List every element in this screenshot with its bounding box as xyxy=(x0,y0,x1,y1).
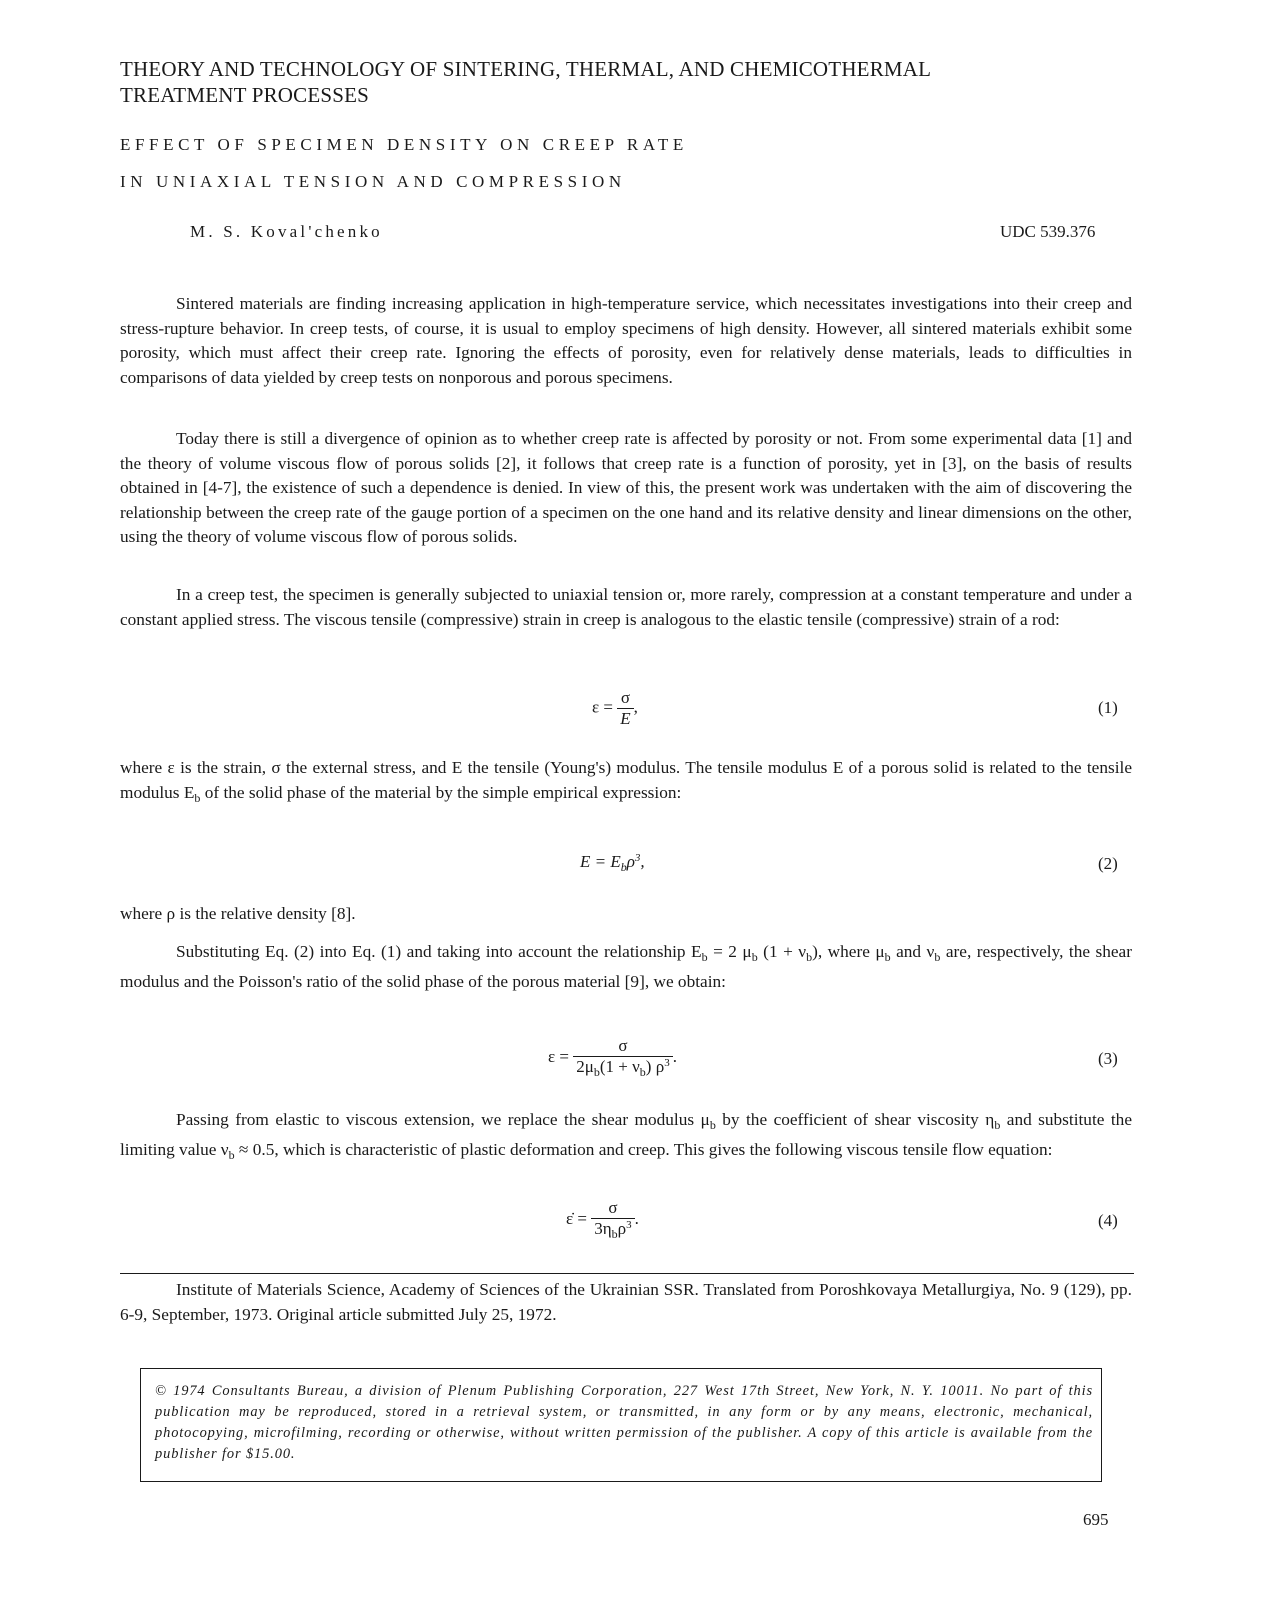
p6-text-c: (1 + ν xyxy=(757,942,807,961)
eq4-den-part-a: 3η xyxy=(594,1219,612,1238)
paragraph-creep-test: In a creep test, the specimen is generally subjected to uniaxial tension or, more rarely, compression at a constant temperature and under a constant applied stress. The viscous tensile (compressive) strain in creep is analogous to the elastic tensile (compressive) strain of a rod: xyxy=(120,585,1132,629)
p6-sub-5: b xyxy=(934,950,941,964)
eq4-den-sup: 3 xyxy=(626,1219,632,1231)
eq3-den-part-a: 2μ xyxy=(576,1057,594,1076)
eq2-sup: 3 xyxy=(634,852,641,864)
p6-text-e: and ν xyxy=(890,942,935,961)
eq4-den-part-b: ρ xyxy=(617,1219,627,1238)
eq3-den-part-b: (1 + ν xyxy=(599,1057,640,1076)
eq3-fraction xyxy=(573,1036,672,1080)
eq4-denominator xyxy=(591,1218,634,1242)
p6-sub-4: b xyxy=(884,950,891,964)
udc-code: UDC 539.376 xyxy=(1000,222,1096,241)
eq3-lhs: ε = xyxy=(548,1046,569,1066)
eq2-lhs: E = E xyxy=(580,852,621,871)
eq4-numerator: σ xyxy=(608,1198,618,1217)
equation-1 xyxy=(592,688,638,729)
eq1-denominator: E xyxy=(617,708,633,729)
eq1-numerator: σ xyxy=(620,688,631,707)
p6-text-d: ), where μ xyxy=(812,942,885,961)
p7-text-c: and substitute the limiting value ν xyxy=(120,1110,1132,1159)
section-title-line-2: TREATMENT PROCESSES xyxy=(120,83,370,107)
paragraph-strain-definition xyxy=(120,756,1132,810)
paragraph-relative-density: where ρ is the relative density [8]. xyxy=(120,904,356,923)
eq3-tail: . xyxy=(672,1046,677,1066)
article-title-line-2: IN UNIAXIAL TENSION AND COMPRESSION xyxy=(120,172,626,191)
p6-text-f: are, respectively, the shear modulus and the Poisson's ratio of the solid phase of the porous material [9], we obtain: xyxy=(120,942,1132,991)
p6-text-b: = 2 μ xyxy=(707,942,752,961)
p7-sub-2: b xyxy=(994,1118,1001,1132)
p7-text-b: by the coefficient of shear viscosity η xyxy=(715,1110,995,1129)
paragraph-substitution xyxy=(120,940,1132,994)
page-number: 695 xyxy=(1083,1510,1109,1529)
eq3-den-sub-2: b xyxy=(639,1065,646,1079)
paragraph-viscous-extension xyxy=(120,1108,1132,1167)
equation-4-number: (4) xyxy=(1098,1211,1118,1230)
copyright-text: © 1974 Consultants Bureau, a division of Plenum Publishing Corporation, 227 West 17th Street, New York, N. Y. 10011. No part of this publication may be reproduced, stored in a retrieval system, or transmitted, in any form or by any means, electronic, mechanical, photocopying, microfilming, recording or otherwise, without written permission of the publisher. A copy of this article is available from the publisher for $15.00. xyxy=(155,1383,1093,1462)
equation-3-number: (3) xyxy=(1098,1049,1118,1068)
p7-text-a: Passing from elastic to viscous extension, we replace the shear modulus μ xyxy=(176,1110,710,1129)
eq2-sub: b xyxy=(620,860,627,874)
paragraph-intro: Sintered materials are finding increasing application in high-temperature service, which necessitates investigations into their creep and stress-rupture behavior. In creep tests, of course, it is usual to employ specimens of high density. However, all sintered materials exhibit some porosity, which must affect their creep rate. Ignoring the effects of porosity, even for relatively dense materials, leads to difficulties in comparisons of data yielded by creep tests on nonporous and porous specimens. xyxy=(120,294,1132,387)
equation-4 xyxy=(566,1198,639,1242)
p7-sub-3: b xyxy=(228,1147,235,1162)
p6-sub-1: b xyxy=(701,950,708,964)
p6-text-a: Substituting Eq. (2) into Eq. (1) and taking into account the relationship E xyxy=(176,942,702,961)
p6-sub-2: b xyxy=(751,950,758,964)
author: M. S. Koval'chenko xyxy=(190,222,383,241)
eq3-den-part-c: ) ρ xyxy=(645,1057,665,1076)
copyright-notice-box xyxy=(140,1368,1102,1482)
equation-2-number: (2) xyxy=(1098,854,1118,873)
eq3-denominator xyxy=(573,1056,672,1080)
p4-sub: b xyxy=(194,790,201,805)
eq4-tail: . xyxy=(634,1208,639,1228)
eq2-tail: , xyxy=(640,852,645,871)
footnote-affiliation: Institute of Materials Science, Academy of Sciences of the Ukrainian SSR. Translated from Poroshkovaya Metallurgiya, No. 9 (129), pp. 6-9, September, 1973. Original article submitted July 25, 1972. xyxy=(120,1280,1132,1324)
eq4-fraction xyxy=(591,1198,634,1242)
eq3-den-sub-1: b xyxy=(593,1065,600,1079)
footnote-divider xyxy=(120,1273,1134,1274)
p7-sub-1: b xyxy=(709,1118,716,1132)
p7-text-d: ≈ 0.5, which is characteristic of plastic deformation and creep. This gives the following viscous tensile flow equation: xyxy=(234,1139,1053,1159)
paragraph-divergence: Today there is still a divergence of opinion as to whether creep rate is affected by porosity or not. From some experimental data [1] and the theory of volume viscous flow of porous solids [2], it follows that creep rate is a function of porosity, yet in [3], on the basis of results obtained in [4-7], the existence of such a dependence is denied. In view of this, the present work was undertaken with the aim of discovering the relationship between the creep rate of the gauge portion of a specimen on the one hand and its relative density and linear dimensions on the other, using the theory of volume viscous flow of porous solids. xyxy=(120,429,1132,547)
article-title-line-1: EFFECT OF SPECIMEN DENSITY ON CREEP RATE xyxy=(120,135,688,154)
eq1-lhs: ε = xyxy=(592,697,613,717)
p6-sub-3: b xyxy=(806,950,813,964)
equation-3 xyxy=(548,1036,677,1080)
eq2-rho: ρ xyxy=(626,852,635,871)
equation-2 xyxy=(580,852,645,875)
eq4-lhs: ε̇ = xyxy=(566,1208,587,1228)
eq4-den-sub: b xyxy=(611,1227,618,1241)
eq1-tail: , xyxy=(633,697,638,717)
eq1-fraction xyxy=(617,688,633,729)
eq3-numerator: σ xyxy=(618,1036,628,1055)
section-title-line-1: THEORY AND TECHNOLOGY OF SINTERING, THERMAL, AND CHEMICOTHERMAL xyxy=(120,57,932,81)
p4-text-b: of the solid phase of the material by the simple empirical expression: xyxy=(200,782,682,802)
section-title xyxy=(120,56,1080,108)
eq3-den-sup: 3 xyxy=(664,1057,670,1069)
p4-text-a: where ε is the strain, σ the external stress, and E the tensile (Young's) modulus. The tensile modulus E of a porous solid is related to the tensile modulus E xyxy=(120,758,1132,802)
equation-1-number: (1) xyxy=(1098,698,1118,717)
